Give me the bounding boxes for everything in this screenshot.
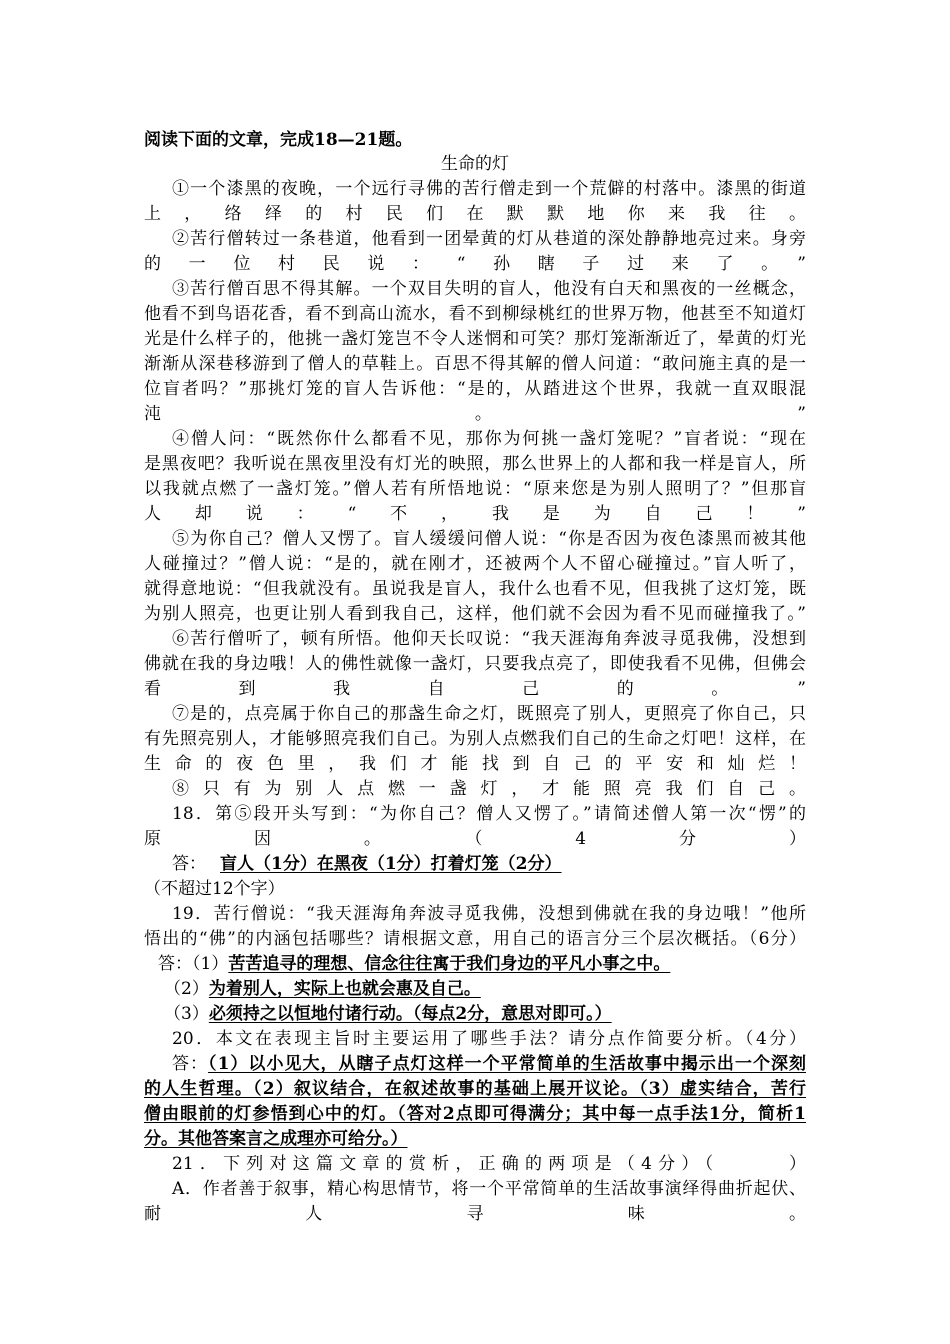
question-21-text: 21．下列对这篇文章的赏析，正确的两项是（4分）（ ） <box>172 1154 806 1174</box>
question-21-option-a: A．作者善于叙事，精心构思情节，将一个平常简单的生活故事演绎得曲折起伏、 <box>172 1179 806 1199</box>
paragraph-line: 上，络绎的村民们在默默地你来我往。 <box>144 204 806 224</box>
paragraph-line: ⑧只有为别人点燃一盏灯，才能照亮我们自己。 <box>172 779 806 799</box>
question-18-answer: 盲人（1分）在黑夜（1分）打着灯笼（2分） <box>220 854 562 874</box>
paragraph-line: ①一个漆黑的夜晚，一个远行寻佛的苦行僧走到一个荒僻的村落中。漆黑的街道 <box>172 179 806 199</box>
paragraph-line: ⑤为你自己？僧人又愣了。盲人缓缓问僧人说：“你是否因为夜色漆黑而被其他 <box>172 529 806 549</box>
answer-text: （1）以小见大，从瞎子点灯这样一个平常简单的生活故事中揭示出一个深刻 <box>208 1054 807 1074</box>
question-19-answer-2 <box>164 976 543 1002</box>
paragraph-line: ②苦行僧转过一条巷道，他看到一团晕黄的灯从巷道的深处静静地亮过来。身旁 <box>172 229 806 249</box>
paragraph-line: 就得意地说：“但我就没有。虽说我是盲人，我什么也看不见，但我挑了这灯笼，既 <box>144 579 806 599</box>
paragraph-line: 有先照亮别人，才能够照亮我们自己。为别人点燃我们自己的生命之灯吧！这样，在 <box>144 729 806 749</box>
question-19-text: 悟出的“佛”的内涵包括哪些？请根据文意，用自己的语言分三个层次概括。（6分） <box>144 929 806 949</box>
question-19-text: 19．苦行僧说：“我天涯海角奔波寻觅我佛，没想到佛就在我的身边哦！”他所 <box>172 904 806 924</box>
question-19-answer-3 <box>164 1001 693 1027</box>
question-20-text: 20．本文在表现主旨时主要运用了哪些手法？请分点作简要分析。（4分） <box>172 1029 806 1049</box>
paragraph-line: ⑦是的，点亮属于你自己的那盏生命之灯，既照亮了别人，更照亮了你自己，只 <box>172 704 806 724</box>
answer-prefix: 答： <box>172 1054 209 1074</box>
question-18-note: （不超过12个字） <box>144 879 285 899</box>
question-19-answer-1 <box>158 951 670 977</box>
question-20-answer-line <box>172 1051 806 1077</box>
paragraph-line: 生命的夜色里，我们才能找到自己的平安和灿烂！ <box>144 754 806 774</box>
paragraph-line: 光是什么样子的，他挑一盏灯笼岂不令人迷惘和可笑？那灯笼渐渐近了，晕黄的灯光 <box>144 329 806 349</box>
article-title: 生命的灯 <box>441 154 509 174</box>
instruction-heading: 阅读下面的文章，完成18—21题。 <box>144 130 413 150</box>
paragraph-line: 佛就在我的身边哦！人的佛性就像一盏灯，只要我点亮了，即使我看不见佛，但佛会 <box>144 654 806 674</box>
answer-prefix: （3） <box>164 1004 209 1024</box>
answer-text: 苦苦追寻的理想、信念往往寓于我们身边的平凡小事之中。 <box>228 954 671 974</box>
paragraph-line: ③苦行僧百思不得其解。一个双目失明的盲人，他没有白天和黑夜的一丝概念， <box>172 279 806 299</box>
answer-text: 为着别人，实际上也就会惠及自己。 <box>208 979 481 999</box>
question-20-answer-line: 分。其他答案言之成理亦可给分。） <box>144 1129 408 1149</box>
question-18-answer-line <box>172 851 682 877</box>
paragraph-line: 人却说：“不，我是为自己！” <box>144 504 806 524</box>
paragraph-line: ⑥苦行僧听了，顿有所悟。他仰天长叹说：“我天涯海角奔波寻觅我佛，没想到 <box>172 629 806 649</box>
paragraph-line: 位盲者吗？”那挑灯笼的盲人告诉他：“是的，从踏进这个世界，我就一直双眼混 <box>144 379 806 399</box>
paragraph-line: 渐渐从深巷移游到了僧人的草鞋上。百思不得其解的僧人问道：“敢问施主真的是一 <box>144 354 806 374</box>
question-20-answer-line: 的人生哲理。（2）叙议结合，在叙述故事的基础上展开议论。（3）虚实结合，苦行 <box>144 1079 806 1099</box>
question-20-answer-line: 僧由眼前的灯参悟到心中的灯。（答对2点即可得满分；其中每一点手法1分，简析1 <box>144 1104 806 1124</box>
paragraph-line: ④僧人问：“既然你什么都看不见，那你为何挑一盏灯笼呢？”盲者说：“现在 <box>172 429 806 449</box>
paragraph-line: 沌。” <box>144 404 806 424</box>
answer-prefix: （2） <box>164 979 209 999</box>
answer-text: 必须持之以恒地付诸行动。（每点2分，意思对即可。） <box>208 1004 612 1024</box>
paragraph-line: 为别人照亮，也更让别人看到我自己，这样，他们就不会因为看不见而碰撞我了。” <box>144 604 806 624</box>
question-21-option-a: 耐人寻味。 <box>144 1204 806 1224</box>
paragraph-line: 他看不到鸟语花香，看不到高山流水，看不到柳绿桃红的世界万物，他甚至不知道灯 <box>144 304 806 324</box>
paragraph-line: 的一位村民说：“孙瞎子过来了。” <box>144 254 806 274</box>
paragraph-line: 人碰撞过？”僧人说：“是的，就在刚才，还被两个人不留心碰撞过。”盲人听了， <box>144 554 806 574</box>
paragraph-line: 是黑夜吧？我听说在黑夜里没有灯光的映照，那么世界上的人都和我一样是盲人，所 <box>144 454 806 474</box>
answer-prefix: 答： <box>172 854 206 874</box>
question-18-text: 原因。（4分） <box>144 829 806 849</box>
answer-prefix: 答：（1） <box>158 954 229 974</box>
paragraph-line: 以我就点燃了一盏灯笼。”僧人若有所悟地说：“原来您是为别人照明了？”但那盲 <box>144 479 806 499</box>
question-18-text: 18．第⑤段开头写到：“为你自己？僧人又愣了。”请简述僧人第一次“愣”的 <box>172 804 806 824</box>
paragraph-line: 看到我自己的。” <box>144 679 806 699</box>
